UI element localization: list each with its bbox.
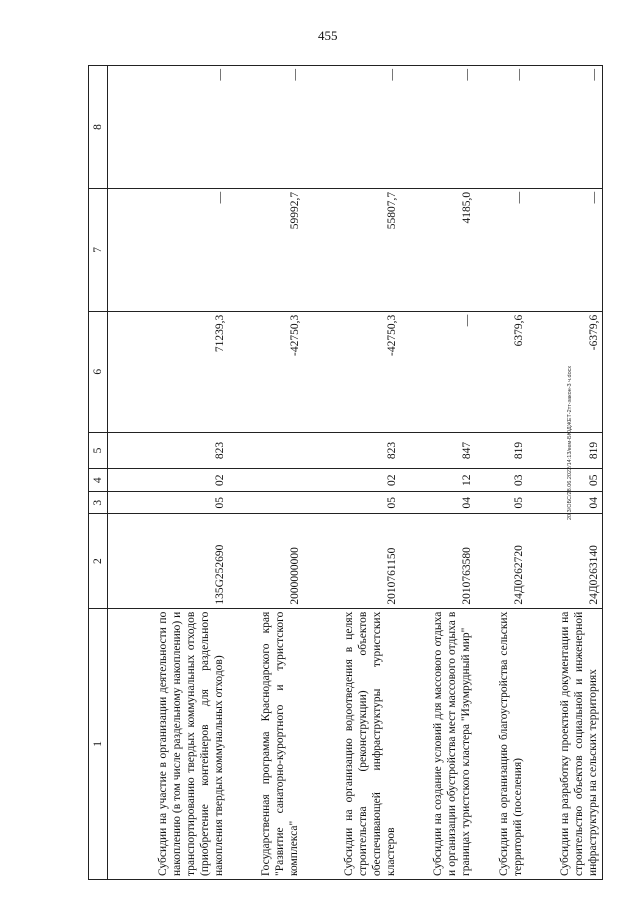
row-description: Государственная программа Краснодарского края "Развитие санаторно-курортного и туристского комплекса" — [228, 608, 303, 879]
document-file-note: 20.3/ОБС/28.06.2022/14:13/кем-БЮДЖЕТ-2тт-закон-3 ч.docx — [567, 365, 573, 520]
row-amount-6: 71239,3 — [108, 311, 229, 432]
row-amount-8: — — [108, 66, 229, 189]
row-expense-type: 823 — [108, 432, 229, 469]
row-subsection: 02 — [108, 469, 229, 492]
row-amount-8: — — [475, 66, 527, 189]
row-description: Субсидии на участие в организации деятельности по накоплению (в том числе раздельному накоплению) и транспортированию твердых коммунальных отходов (приобретение контейнеров для раздельного накопления твердых коммунальных отходов) — [108, 608, 229, 879]
page-number: 455 — [318, 28, 338, 43]
table-row — [527, 66, 603, 880]
table-row — [400, 66, 475, 880]
column-header: 7 — [89, 188, 108, 311]
row-amount-7: — — [108, 188, 229, 311]
row-section: 04 — [527, 491, 603, 514]
row-description: Субсидии на разработку проектной документации на строительство объектов социальной и инженерной инфраструктуры на сельских территориях — [527, 608, 603, 879]
row-amount-6: 6379,6 — [475, 311, 527, 432]
row-amount-6: -6379,6 — [527, 311, 603, 432]
column-header: 3 — [89, 491, 108, 514]
table-row — [108, 66, 229, 880]
row-expense-type: 847 — [400, 432, 475, 469]
column-header: 8 — [89, 66, 108, 189]
table-row — [475, 66, 527, 880]
row-expense-type: 823 — [303, 432, 400, 469]
row-section: 05 — [303, 491, 400, 514]
row-description: Субсидии на создание условий для массового отдыха и организации обустройства мест массового отдыха в границах туристского кластера "Изумрудный мир" — [400, 608, 475, 879]
column-header: 4 — [89, 469, 108, 492]
table-row — [303, 66, 400, 880]
row-amount-6: -42750,3 — [303, 311, 400, 432]
row-subsection: 12 — [400, 469, 475, 492]
row-amount-7: 4185,0 — [400, 188, 475, 311]
row-amount-7: — — [475, 188, 527, 311]
row-code: 2010763580 — [400, 514, 475, 608]
row-code: 24Д0263140 — [527, 514, 603, 608]
column-header: 5 — [89, 432, 108, 469]
column-header: 6 — [89, 311, 108, 432]
row-subsection: 03 — [475, 469, 527, 492]
row-amount-6: -42750,3 — [228, 311, 303, 432]
row-expense-type: 819 — [475, 432, 527, 469]
rotated-table-container — [88, 65, 603, 880]
row-amount-7: — — [527, 188, 603, 311]
row-amount-8: — — [527, 66, 603, 189]
row-expense-type: 819 — [527, 432, 603, 469]
column-header: 2 — [89, 514, 108, 608]
row-section: 04 — [400, 491, 475, 514]
column-number-row — [89, 66, 108, 880]
row-amount-7: 55807,7 — [303, 188, 400, 311]
row-subsection: 05 — [527, 469, 603, 492]
column-header: 1 — [89, 608, 108, 879]
row-subsection: 02 — [303, 469, 400, 492]
row-amount-8: — — [303, 66, 400, 189]
row-amount-8: — — [400, 66, 475, 189]
row-amount-7: 59992,7 — [228, 188, 303, 311]
row-amount-8: — — [228, 66, 303, 189]
row-section — [228, 491, 303, 514]
row-subsection — [228, 469, 303, 492]
row-section: 05 — [475, 491, 527, 514]
row-description: Субсидии на организацию водоотведения в целях строительства (реконструкции) объектов обеспечивающей инфраструктуры туристских кластеров — [303, 608, 400, 879]
row-code: 2010761150 — [303, 514, 400, 608]
row-code: 135G252690 — [108, 514, 229, 608]
row-code: 2000000000 — [228, 514, 303, 608]
budget-table — [88, 65, 603, 880]
table-row — [228, 66, 303, 880]
row-section: 05 — [108, 491, 229, 514]
row-amount-6: — — [400, 311, 475, 432]
row-expense-type — [228, 432, 303, 469]
row-code: 24Д0262720 — [475, 514, 527, 608]
row-description: Субсидии на организацию благоустройства сельских территорий (поселения) — [475, 608, 527, 879]
